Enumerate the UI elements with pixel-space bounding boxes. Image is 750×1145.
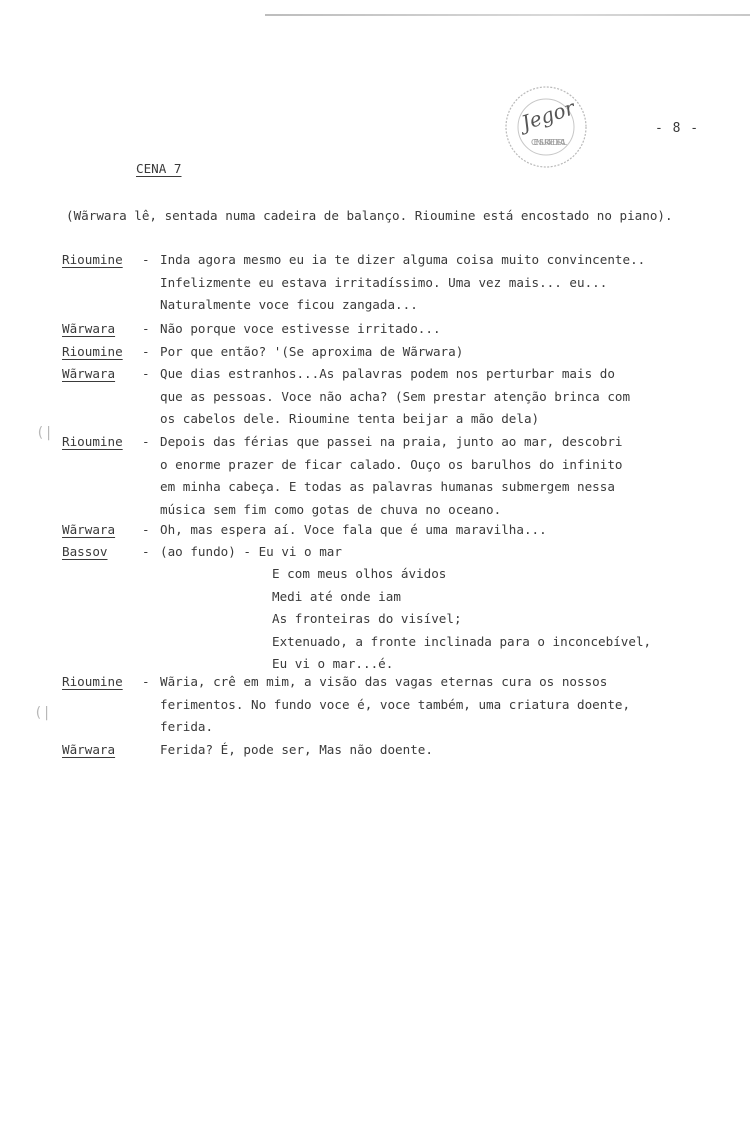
stage-direction: (Wãrwara lê, sentada numa cadeira de balanço. Rioumine está encostado no piano). [66, 208, 673, 223]
speaker-name: Bassov [62, 544, 108, 559]
dialogue-line: (ao fundo) - Eu vi o mar [160, 544, 342, 559]
dialogue-line: ferida. [160, 719, 214, 735]
scene-title: CENA 7 [136, 161, 182, 176]
dialogue-line: Que dias estranhos...As palavras podem nos perturbar mais do [160, 366, 615, 381]
margin-mark: (| [36, 425, 53, 441]
dialogue-line: Naturalmente voce ficou zangada... [160, 297, 418, 313]
dialogue-line: Por que então? '(Se aproxima de Wãrwara) [160, 344, 464, 359]
dialogue-line: os cabelos dele. Rioumine tenta beijar a mão dela) [160, 411, 540, 427]
dialogue-dash: - [142, 252, 150, 267]
dialogue-line: música sem fim como gotas de chuva no oceano. [160, 501, 502, 517]
dialogue-line: ferimentos. No fundo voce é, voce também, uma criatura doente, [160, 696, 631, 712]
dialogue-line: o enorme prazer de ficar calado. Ouço os barulhos do infinito [160, 456, 623, 472]
speaker-name: Wãrwara [62, 522, 116, 537]
dialogue-dash: - [142, 321, 150, 336]
speaker-name: Rioumine [62, 344, 123, 359]
margin-mark: (| [34, 705, 51, 721]
poem-line: As fronteiras do visível; [272, 611, 462, 626]
dialogue-line: Inda agora mesmo eu ia te dizer alguma coisa muito convincente.. [160, 252, 646, 267]
speaker-name: Rioumine [62, 434, 123, 449]
censorship-stamp [498, 79, 594, 175]
poem-line: Medi até onde iam [272, 588, 401, 604]
poem-line: Eu vi o mar...é. [272, 656, 394, 671]
dialogue-dash: - [142, 434, 150, 449]
speaker-name: Wãrwara [62, 321, 116, 336]
dialogue-dash: - [142, 366, 150, 381]
dialogue-dash: - [142, 344, 150, 359]
speaker-name: Wãrwara [62, 742, 116, 757]
dialogue-line: Ferida? É, pode ser, Mas não doente. [160, 742, 433, 757]
dialogue-line: em minha cabeça. E todas as palavras humanas submergem nessa [160, 479, 615, 495]
speaker-name: Wãrwara [62, 366, 116, 381]
dialogue-dash: - [142, 522, 150, 537]
dialogue-dash: - [142, 674, 150, 689]
stamp-ring-text: CENSURA FEDERAL [531, 138, 567, 147]
dialogue-line: Não porque voce estivesse irritado... [160, 321, 441, 336]
poem-line: Extenuado, a fronte inclinada para o inconcebível, [272, 633, 652, 649]
page-number: - 8 - [655, 121, 700, 136]
dialogue-line: Wãria, crê em mim, a visão das vagas eternas cura os nossos [160, 674, 608, 689]
dialogue-line: Infelizmente eu estava irritadíssimo. Uma vez mais... eu... [160, 274, 608, 290]
speaker-name: Rioumine [62, 252, 123, 267]
dialogue-line: Oh, mas espera aí. Voce fala que é uma maravilha... [160, 522, 547, 537]
poem-line: E com meus olhos ávidos [272, 566, 447, 581]
dialogue-dash: - [142, 544, 150, 559]
stamp-signature: Jegor [518, 95, 578, 135]
scan-edge-line [265, 14, 750, 16]
speaker-name: Rioumine [62, 674, 123, 689]
dialogue-line: que as pessoas. Voce não acha? (Sem prestar atenção brinca com [160, 388, 631, 404]
dialogue-line: Depois das férias que passei na praia, junto ao mar, descobri [160, 434, 623, 449]
